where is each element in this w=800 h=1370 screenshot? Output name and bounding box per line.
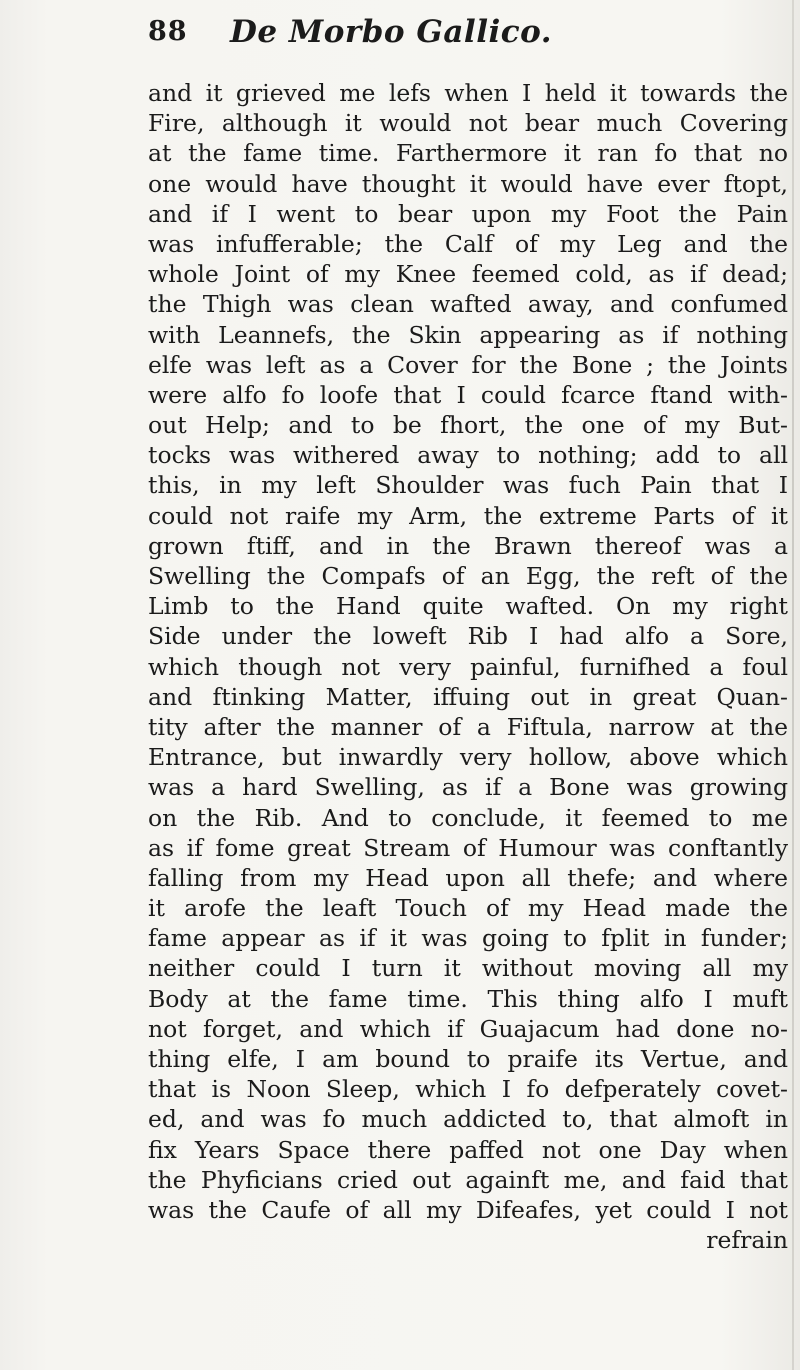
running-title: De Morbo Gallico.	[230, 14, 553, 50]
page-edge	[792, 0, 794, 1370]
text-line: elfe was left as a Cover for the Bone ; the Joints	[148, 350, 788, 379]
text-line: the Thigh was clean wafted away, and confumed	[148, 290, 788, 319]
text-line: whole Joint of my Knee feemed cold, as if dead;	[148, 260, 788, 289]
text-line: was infufferable; the Calf of my Leg and the	[148, 229, 788, 258]
text-line: was the Caufe of all my Difeafes, yet could I not	[148, 1195, 788, 1224]
text-line: were alfo fo loofe that I could fcarce ftand with-	[148, 380, 788, 409]
text-line: at the fame time. Farthermore it ran fo that no	[148, 139, 788, 168]
text-line: Limb to the Hand quite wafted. On my right	[148, 592, 788, 621]
text-line: grown ftiff, and in the Brawn thereof was a	[148, 531, 788, 560]
text-line: could not raife my Arm, the extreme Parts of it	[148, 501, 788, 530]
text-line: tocks was withered away to nothing; add to all	[148, 441, 788, 470]
text-line: falling from my Head upon all thefe; and where	[148, 863, 788, 892]
text-line: Body at the fame time. This thing alfo I muft	[148, 984, 788, 1013]
text-line: with Leannefs, the Skin appearing as if nothing	[148, 320, 788, 349]
text-line: Side under the loweft Rib I had alfo a Sore,	[148, 622, 788, 651]
text-line: that is Noon Sleep, which I fo defperately covet-	[148, 1075, 788, 1104]
text-line: tity after the manner of a Fiftula, narrow at the	[148, 712, 788, 741]
text-line: out Help; and to be fhort, the one of my But-	[148, 411, 788, 440]
text-line: it arofe the leaft Touch of my Head made the	[148, 894, 788, 923]
text-line: and it grieved me lefs when I held it towards the	[148, 79, 788, 107]
text-line: was a hard Swelling, as if a Bone was growing	[148, 773, 788, 802]
text-line: Entrance, but inwardly very hollow, above which	[148, 743, 788, 772]
text-line: as if fome great Stream of Humour was conftantly	[148, 833, 788, 862]
catchword: refrain	[706, 1226, 788, 1255]
text-line: Swelling the Compafs of an Egg, the reft of the	[148, 562, 788, 590]
text-line: on the Rib. And to conclude, it feemed to me	[148, 803, 788, 832]
text-line: fix Years Space there paffed not one Day when	[148, 1135, 788, 1164]
text-line: one would have thought it would have ever ftopt,	[148, 169, 788, 198]
text-line: not forget, and which if Guajacum had done no-	[148, 1014, 788, 1043]
body-text	[148, 78, 788, 1255]
text-line: fame appear as if it was going to fplit in funder;	[148, 924, 788, 953]
text-line: which though not very painful, furnifhed a foul	[148, 652, 788, 681]
text-line: this, in my left Shoulder was fuch Pain that I	[148, 471, 788, 500]
text-line: thing elfe, I am bound to praife its Vertue, and	[148, 1045, 788, 1073]
page-number: 88	[148, 16, 188, 47]
text-line: Fire, although it would not bear much Covering	[148, 109, 788, 138]
text-line: neither could I turn it without moving all my	[148, 954, 788, 983]
page-header	[148, 14, 788, 54]
text-line: the Phyficians cried out againft me, and faid that	[148, 1165, 788, 1194]
text-line: and if I went to bear upon my Foot the Pain	[148, 199, 788, 228]
text-line: and ftinking Matter, iffuing out in great Quan-	[148, 682, 788, 711]
text-line: ed, and was fo much addicted to, that almoft in	[148, 1105, 788, 1134]
